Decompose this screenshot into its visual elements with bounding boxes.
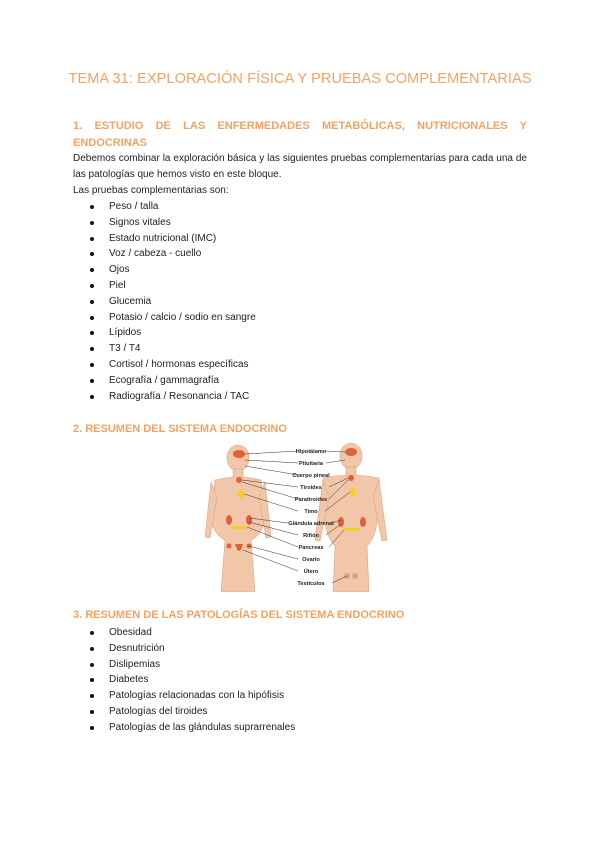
list-item: Piel [73, 278, 256, 294]
label-timo: Timo [304, 509, 318, 515]
label-utero: Útero [303, 569, 319, 575]
section-3-heading: 3. RESUMEN DE LAS PATOLOGÍAS DEL SISTEMA ENDOCRINO [73, 609, 405, 621]
list-item: Glucemia [73, 294, 256, 310]
list-item: Signos vitales [73, 215, 256, 231]
list-item: Cortisol / hormonas específicas [73, 357, 256, 373]
label-rinon: Riñón [303, 533, 319, 539]
list-item: Patologías relacionadas con la hipófisis [73, 688, 295, 704]
section-1-intro: Las pruebas complementarias son: [73, 185, 229, 196]
label-testiculos: Testículos [297, 581, 325, 587]
label-tiroides: Tiroides [300, 485, 322, 491]
tests-list [73, 199, 256, 404]
list-item: Radiografía / Resonancia / TAC [73, 389, 256, 405]
endocrine-system-figure [205, 442, 396, 592]
pathologies-list [73, 625, 295, 736]
section-1-paragraph: Debemos combinar la exploración básica y las siguientes pruebas complementarias para cada una de las patologías que hemos visto en este bloque. [73, 153, 527, 180]
list-item: Diabetes [73, 672, 295, 688]
female-body [205, 445, 271, 592]
list-item: Estado nutricional (IMC) [73, 231, 256, 247]
endocrine-diagram [205, 442, 396, 592]
section-1-heading: 1. ESTUDIO DE LAS ENFERMEDADES METABÓLICAS, NUTRICIONALES Y ENDOCRINAS [73, 120, 527, 149]
label-hipotalamo: Hipotálamo [295, 449, 327, 455]
male-body [315, 443, 387, 592]
list-item: Patologías del tiroides [73, 704, 295, 720]
list-item: Dislipemias [73, 657, 295, 673]
page-title: TEMA 31: EXPLORACIÓN FÍSICA Y PRUEBAS COMPLEMENTARIAS [68, 71, 532, 87]
section-2-heading: 2. RESUMEN DEL SISTEMA ENDOCRINO [73, 423, 287, 435]
list-item: Voz / cabeza - cuello [73, 246, 256, 262]
list-item: Ecografía / gammagrafía [73, 373, 256, 389]
list-item: Peso / talla [73, 199, 256, 215]
label-pituitaria: Pituitaria [299, 461, 323, 467]
label-cuerpo-pineal: Cuerpo pineal [292, 473, 330, 479]
label-ovario: Ovario [302, 557, 320, 563]
label-glandula-adrenal: Glándula adrenal [288, 521, 334, 527]
list-item: Obesidad [73, 625, 295, 641]
label-paratiroides: Paratiroides [294, 497, 328, 503]
list-item: Lípidos [73, 325, 256, 341]
label-pancreas: Páncreas [298, 545, 324, 551]
list-item: Patologías de las glándulas suprarrenales [73, 720, 295, 736]
list-item: T3 / T4 [73, 341, 256, 357]
list-item: Potasio / calcio / sodio en sangre [73, 310, 256, 326]
list-item: Ojos [73, 262, 256, 278]
list-item: Desnutrición [73, 641, 295, 657]
